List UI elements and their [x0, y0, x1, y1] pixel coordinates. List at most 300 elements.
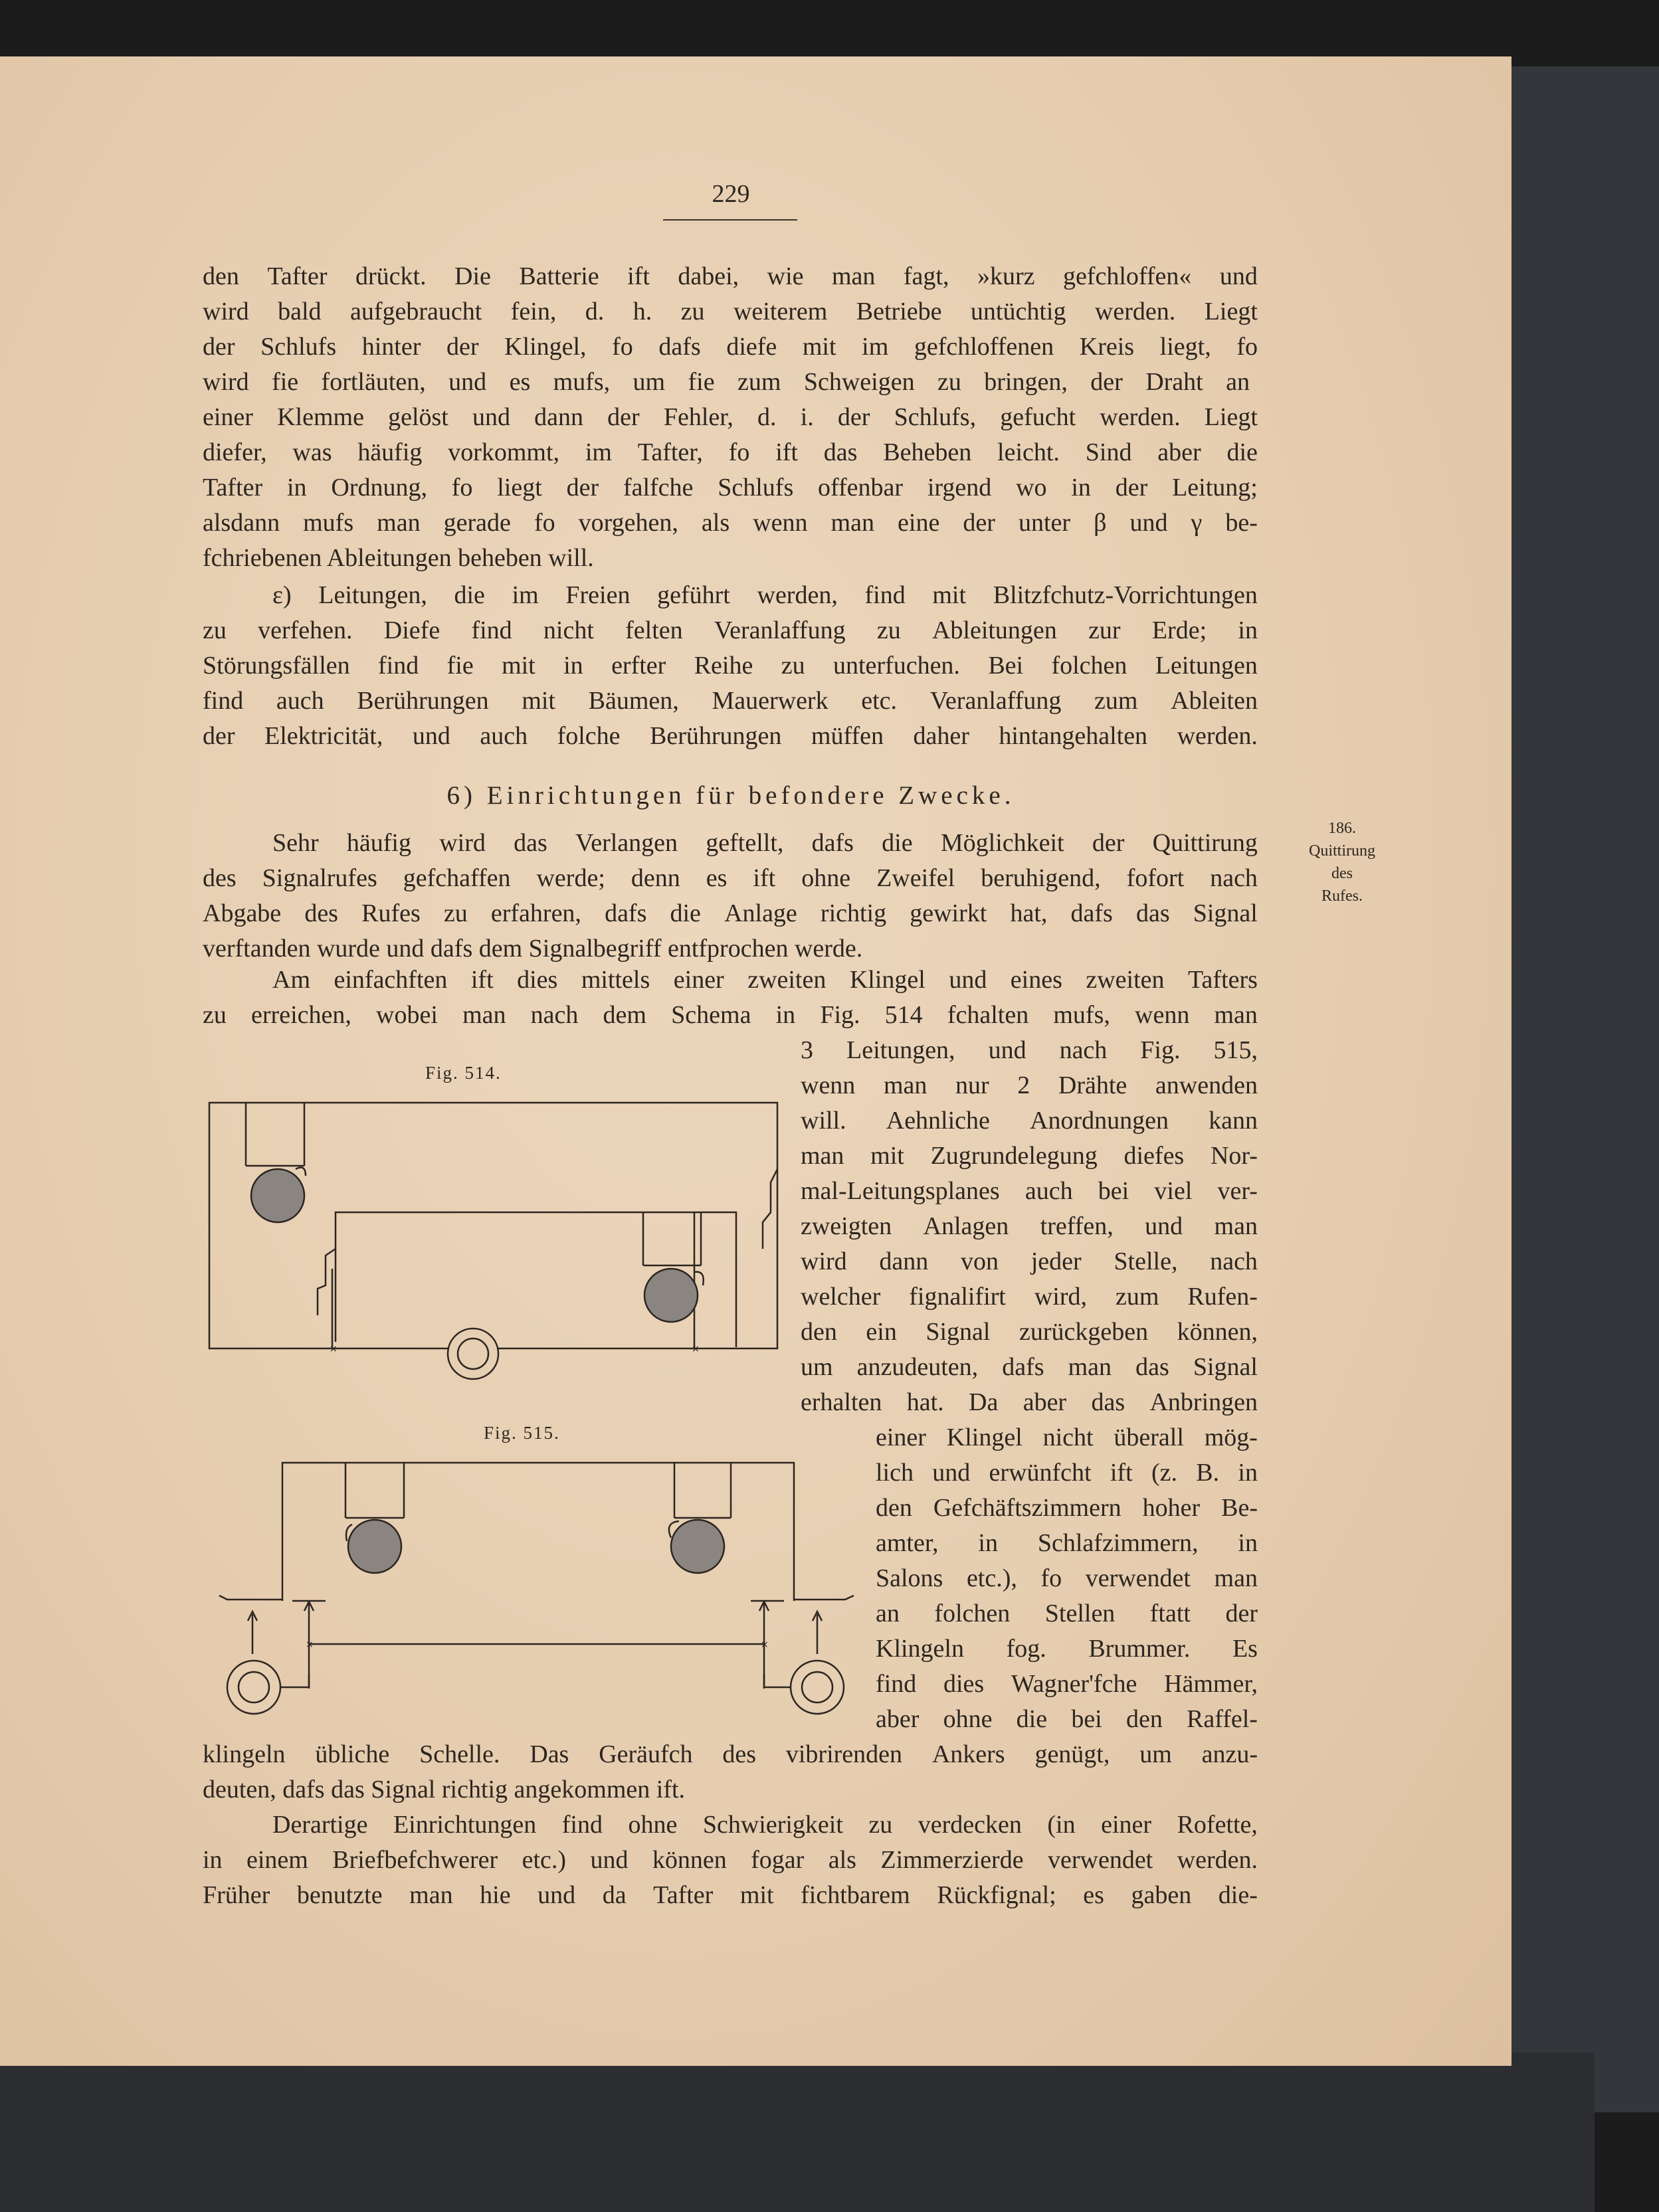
battery-lead — [764, 1674, 791, 1687]
word: der — [446, 333, 479, 361]
word: hat, — [1010, 899, 1048, 927]
word: auch — [1025, 1177, 1073, 1205]
bell-dome — [251, 1169, 304, 1222]
word: bei — [1071, 1705, 1102, 1733]
word: Tafter — [203, 474, 263, 502]
margin-note — [1282, 817, 1402, 907]
word: in — [203, 1846, 223, 1874]
word: diefe — [726, 333, 777, 361]
word: liegt, — [1159, 333, 1211, 361]
word: werden. — [1094, 298, 1176, 325]
text-line — [203, 1843, 1258, 1878]
word: in — [1238, 1459, 1258, 1487]
word: fo — [1040, 1564, 1062, 1592]
text-line — [203, 1878, 1258, 1913]
word: anzudeuten, — [856, 1353, 979, 1381]
word: den — [876, 1494, 912, 1522]
word: ver- — [1217, 1177, 1258, 1205]
text-line — [801, 1139, 1258, 1174]
word: mufs — [303, 509, 354, 537]
word: fchalten — [947, 1001, 1029, 1029]
word: der — [203, 722, 235, 750]
text-line — [203, 329, 1258, 365]
word: gefchloffen« — [1062, 262, 1192, 290]
word: Wagner'fche — [1011, 1670, 1137, 1698]
word: alsdann — [203, 509, 280, 537]
word: Tafters — [1188, 966, 1258, 994]
word: nach — [1210, 864, 1258, 892]
word: ift — [627, 262, 650, 290]
word: wird — [203, 368, 249, 396]
header-rule — [663, 219, 797, 221]
word: Störungsfällen — [203, 652, 350, 680]
word: man — [409, 1881, 453, 1909]
word: zu — [203, 616, 227, 644]
fig-514-caption: Fig. 514. — [425, 1063, 502, 1083]
text-line — [203, 506, 1258, 541]
word: fie — [688, 368, 715, 396]
word: werden. — [1177, 1846, 1258, 1874]
word: Signal — [926, 1318, 991, 1346]
margin-note-line: des — [1331, 865, 1353, 882]
text-line — [876, 1491, 1258, 1526]
word: als — [828, 1846, 856, 1874]
word: denn — [631, 864, 680, 892]
text-line — [876, 1702, 1258, 1737]
word: daher — [913, 722, 969, 750]
word: mög- — [1204, 1424, 1258, 1451]
word: der — [1115, 474, 1148, 502]
text-line — [203, 998, 1258, 1033]
word: will. — [801, 1107, 846, 1135]
word: einem — [246, 1846, 308, 1874]
page-number: 229 — [712, 180, 750, 208]
text-line — [801, 1103, 1258, 1139]
word: Fig. — [820, 1001, 860, 1029]
word: mit — [932, 581, 967, 609]
word: eine — [898, 509, 940, 537]
word: und — [472, 403, 511, 431]
word: fo — [612, 333, 633, 361]
word: ε) — [272, 581, 292, 609]
word: einer — [1101, 1811, 1152, 1839]
word: des — [304, 899, 338, 927]
text-line — [203, 1737, 1258, 1772]
word: Berührungen — [357, 687, 489, 715]
bell-hammer — [296, 1168, 306, 1176]
word: übliche — [315, 1740, 390, 1768]
word: der — [1225, 1600, 1258, 1627]
word: Anlagen — [923, 1212, 1009, 1240]
text-line — [801, 1279, 1258, 1315]
word: folchen — [1051, 652, 1127, 680]
word: das — [514, 829, 547, 857]
word: β — [1094, 509, 1107, 537]
word: Rückfignal; — [937, 1881, 1056, 1909]
word: welcher — [801, 1283, 881, 1311]
word: dafs — [811, 829, 854, 857]
word: man — [830, 509, 874, 537]
word: h. — [633, 298, 652, 325]
book-cover-edge — [1488, 66, 1659, 2112]
word: 2 — [1017, 1071, 1030, 1099]
word: einer — [673, 966, 724, 994]
word: fignalifirt — [909, 1283, 1006, 1311]
word: »kurz — [977, 262, 1035, 290]
word: man — [883, 1071, 927, 1099]
word: dafs — [605, 899, 647, 927]
word: Liegt — [1204, 298, 1258, 325]
word: und — [949, 966, 987, 994]
word: find — [378, 652, 419, 680]
bell-dome — [671, 1520, 724, 1573]
word: erwünfcht — [989, 1459, 1092, 1487]
word: Salons — [876, 1564, 943, 1592]
word: Einrichtungen — [393, 1811, 537, 1839]
word: klingeln — [203, 1740, 286, 1768]
word: Die — [454, 262, 491, 290]
fig-515-diagram — [199, 1448, 877, 1734]
word: γ — [1191, 509, 1203, 537]
word: ift — [1110, 1459, 1133, 1487]
word: Ordnung, — [331, 474, 427, 502]
word: Leitungen — [1155, 652, 1258, 680]
word: find — [203, 687, 244, 715]
word: diefes — [1123, 1142, 1185, 1170]
word: ift — [753, 864, 776, 892]
word: als — [701, 509, 730, 537]
word: gewirkt — [910, 899, 987, 927]
word: Klingel, — [504, 333, 587, 361]
word: unterfuchen. — [832, 652, 960, 680]
word: den — [801, 1318, 837, 1346]
word: Tafter, — [637, 438, 703, 466]
word: die — [1226, 438, 1258, 466]
word: fog. — [1006, 1635, 1046, 1663]
word: Fehler, — [663, 403, 733, 431]
word: zu — [443, 899, 468, 927]
word: Bäumen, — [588, 687, 679, 715]
word: wird, — [1034, 1283, 1088, 1311]
word: den — [203, 262, 239, 290]
junction-mark: × — [692, 1344, 700, 1354]
word: Berührungen — [650, 722, 782, 750]
text-line — [876, 1420, 1258, 1455]
word: Betriebe — [856, 298, 942, 325]
word: dem — [603, 1001, 646, 1029]
word: Signalrufes — [262, 864, 377, 892]
word: fein, — [510, 298, 557, 325]
word: und — [448, 368, 487, 396]
word: zum — [737, 368, 781, 396]
word: leicht. — [997, 438, 1060, 466]
word: dies — [517, 966, 558, 994]
word: diefer, — [203, 438, 267, 466]
word: Reihe — [694, 652, 753, 680]
word: gefchloffenen — [914, 333, 1054, 361]
word: etc.) — [522, 1846, 567, 1874]
word: Ankers — [931, 1740, 1005, 1768]
word: Früher — [203, 1881, 270, 1909]
word: Leitung; — [1172, 474, 1258, 502]
word: Elektricität, — [264, 722, 383, 750]
word: Möglichkeit — [940, 829, 1064, 857]
word: benutzte — [296, 1881, 383, 1909]
word: da — [602, 1881, 627, 1909]
word: wenn — [753, 509, 808, 537]
word: erhalten — [801, 1388, 882, 1416]
text-line — [203, 684, 1258, 719]
word: Am — [272, 966, 310, 994]
text-line — [876, 1631, 1258, 1667]
word: Veranlaffung — [714, 616, 846, 644]
text-line — [801, 1385, 1258, 1420]
word: Rofette, — [1177, 1811, 1258, 1839]
text-line — [203, 470, 1258, 506]
word: dafs — [1070, 899, 1113, 927]
text-line — [801, 1174, 1258, 1209]
word: einfachften — [334, 966, 448, 994]
word: Zugrundelegung — [930, 1142, 1098, 1170]
junction-mark: × — [761, 1639, 769, 1650]
word: und — [1219, 262, 1258, 290]
word: zu — [781, 652, 805, 680]
word: verfehen. — [258, 616, 353, 644]
word: zu — [203, 1001, 227, 1029]
word: gaben — [1131, 1881, 1192, 1909]
word: ohne — [943, 1705, 993, 1733]
word: im — [862, 333, 889, 361]
word: Abgabe — [203, 899, 282, 927]
word: zweigten — [801, 1212, 892, 1240]
word: Rufen- — [1187, 1283, 1258, 1311]
book-bottom-edge — [0, 2053, 1595, 2212]
word: die — [670, 899, 701, 927]
text-line — [272, 578, 1258, 613]
text-line — [272, 963, 1258, 998]
word: der — [1092, 829, 1125, 857]
word: find — [864, 581, 906, 609]
word: wie — [767, 262, 804, 290]
word: der — [837, 403, 870, 431]
word: Drähte — [1058, 1071, 1127, 1099]
word: Freien — [565, 581, 631, 609]
word: geführt — [657, 581, 730, 609]
word: zu — [876, 616, 901, 644]
word: find — [561, 1811, 603, 1839]
word: ohne — [628, 1811, 678, 1839]
word: (in — [1047, 1811, 1076, 1839]
word: d. — [585, 298, 605, 325]
word: Klingel — [849, 966, 926, 994]
word: der — [607, 403, 640, 431]
word: Leitungen, — [318, 581, 427, 609]
text-line — [876, 1455, 1258, 1491]
word: folchen — [934, 1600, 1011, 1627]
word: zu — [868, 1811, 893, 1839]
word: des — [203, 864, 237, 892]
word: gefchaffen — [403, 864, 511, 892]
word: und — [1145, 1212, 1183, 1240]
word: Signal — [1193, 899, 1258, 927]
word: auch — [276, 687, 324, 715]
text-line — [801, 1033, 1258, 1068]
word: Geräufch — [599, 1740, 693, 1768]
word: gefucht — [1000, 403, 1076, 431]
word: die — [454, 581, 485, 609]
word: auch — [480, 722, 528, 750]
word: man — [1214, 1001, 1258, 1029]
word: mit — [522, 687, 555, 715]
word: man — [462, 1001, 506, 1029]
word: Briefbefchwerer — [332, 1846, 498, 1874]
word: das — [1135, 1353, 1169, 1381]
word: ift — [775, 438, 798, 466]
text-line: verftanden wurde und dafs dem Signalbegriff entfprochen werde. — [203, 935, 863, 963]
word: erreichen, — [251, 1001, 351, 1029]
word: man — [1214, 1212, 1258, 1240]
word: Anbringen — [1149, 1388, 1258, 1416]
word: Brummer. — [1088, 1635, 1191, 1663]
word: Ableitungen — [931, 616, 1057, 644]
word: was — [292, 438, 332, 466]
word: dies — [943, 1670, 985, 1698]
word: untüchtig — [970, 298, 1066, 325]
word: um — [801, 1353, 833, 1381]
word: Veranlaffung — [929, 687, 1062, 715]
word: es — [509, 368, 531, 396]
word: überall — [1114, 1424, 1184, 1451]
word: i. — [800, 403, 814, 431]
word: Nor- — [1210, 1142, 1258, 1170]
word: vorkommt, — [448, 438, 560, 466]
word: zum — [1116, 1283, 1159, 1311]
word: man — [831, 262, 876, 290]
word: Schlafzimmern, — [1037, 1529, 1199, 1557]
text-line — [876, 1526, 1258, 1561]
word: mit — [802, 333, 836, 361]
word: von — [961, 1247, 999, 1275]
word: an — [1226, 368, 1250, 396]
word: und — [412, 722, 450, 750]
word: zu — [680, 298, 705, 325]
word: wird — [203, 298, 249, 325]
word: wird — [439, 829, 486, 857]
section-heading: 6) Einrichtungen für befondere Zwecke. — [446, 781, 1015, 810]
word: Tafter — [267, 262, 328, 290]
word: Klingel — [946, 1424, 1023, 1451]
word: das — [823, 438, 858, 466]
word: hoher — [1142, 1494, 1201, 1522]
word: verwendet — [1047, 1846, 1153, 1874]
word: anzu- — [1201, 1740, 1258, 1768]
word: richtig — [820, 899, 887, 927]
word: werden, — [757, 581, 838, 609]
junction-mark: × — [330, 1344, 338, 1354]
text-line — [203, 365, 1250, 400]
word: wird — [801, 1247, 847, 1275]
word: in — [978, 1529, 998, 1557]
word: Schema — [671, 1001, 751, 1029]
text-line — [801, 1315, 1258, 1350]
word: nur — [955, 1071, 989, 1099]
word: be- — [1225, 509, 1258, 537]
word: einer — [876, 1424, 926, 1451]
word: aber — [876, 1705, 920, 1733]
text-line — [876, 1596, 1258, 1631]
word: können — [652, 1846, 727, 1874]
word: wenn — [801, 1071, 856, 1099]
word: gelöst — [388, 403, 448, 431]
word: zu — [937, 368, 961, 396]
word: viel — [1154, 1177, 1193, 1205]
word: felten — [625, 616, 683, 644]
word: Signal — [1193, 1353, 1258, 1381]
word: mal-Leitungsplanes — [801, 1177, 1000, 1205]
word: Rufes — [361, 899, 421, 927]
word: fofort — [1126, 864, 1185, 892]
word: find — [876, 1670, 917, 1698]
battery-ring — [448, 1329, 498, 1379]
push-switch — [794, 1596, 854, 1600]
word: im — [585, 438, 612, 466]
text-line — [203, 613, 1258, 648]
word: die — [1016, 1705, 1048, 1733]
word: erfter — [611, 652, 666, 680]
word: Raffel- — [1187, 1705, 1258, 1733]
word: Blitzfchutz-Vorrichtungen — [993, 581, 1258, 609]
word: Es — [1232, 1635, 1258, 1663]
word: in — [286, 474, 307, 502]
word: in — [775, 1001, 796, 1029]
text-line — [203, 861, 1258, 896]
word: vorgehen, — [578, 509, 678, 537]
word: Anordnungen — [1030, 1107, 1169, 1135]
word: mit — [739, 1881, 774, 1909]
word: den — [1125, 1705, 1163, 1733]
word: man — [1068, 1353, 1112, 1381]
word: Quittirung — [1152, 829, 1258, 857]
text-line — [203, 648, 1258, 684]
word: fogar — [751, 1846, 805, 1874]
word: jeder — [1030, 1247, 1082, 1275]
word: fichtbarem — [801, 1881, 910, 1909]
word: Schelle. — [419, 1740, 500, 1768]
word: Schlufs, — [894, 403, 977, 431]
text-line — [203, 719, 1258, 754]
word: nicht — [1042, 1424, 1094, 1451]
text-line — [203, 294, 1258, 329]
word: nach — [1210, 1247, 1258, 1275]
word: 515, — [1213, 1036, 1258, 1064]
word: in — [1238, 1529, 1258, 1557]
word: die — [882, 829, 913, 857]
word: häufig — [357, 438, 423, 466]
word: und — [537, 1881, 576, 1909]
word: und — [932, 1459, 971, 1487]
word: find — [471, 616, 512, 644]
word: des — [722, 1740, 757, 1768]
word: es — [706, 864, 728, 892]
word: man — [1214, 1564, 1258, 1592]
word: folche — [557, 722, 621, 750]
word: man — [801, 1142, 844, 1170]
word: vibrirenden — [785, 1740, 903, 1768]
word: gerade — [443, 509, 511, 537]
word: Batterie — [519, 262, 599, 290]
word: nicht — [543, 616, 594, 644]
word: wobei — [376, 1001, 438, 1029]
